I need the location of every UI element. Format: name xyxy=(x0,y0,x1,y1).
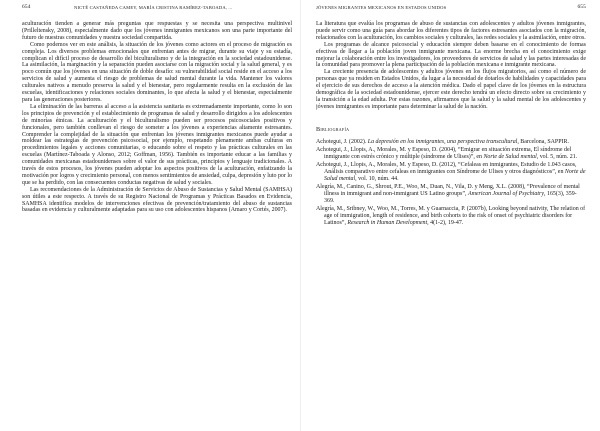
reference-list xyxy=(316,139,586,227)
page-number: 655 xyxy=(577,4,586,10)
paragraph: Los programas de alcance psicosocial y educación siempre deben basarse en el conocimiento de formas efectivas de llegar a la población joven inmigrante mexicana. La enorme brecha en el conocimiento exige mejorar la colaboración entre los investigadores, los proveedores de servicios de salud y las partes interesadas de la comunidad para promover la plena participación de la población mexicana e inmigrante mexicana. xyxy=(316,41,586,69)
paragraph: La eliminación de las barreras al acceso a la asistencia sanitaria es extremadamente importante, como lo son los principios de prevención y el establecimiento de programas de salud y desarrollo dirigidos a los adolescentes de minorías étnicas. La aculturación y el biculturalismo pueden ser procesos psicosociales positivos y funcionales, pero también conllevan el riesgo de someter a los jóvenes a experiencias altamente estresantes. Comprender la complejidad de la situación que enfrentan los jóvenes inmigrantes mexicanos puede ayudar a moldear las estrategias de prevención psicosocial, por ejemplo, respetando plenamente ambas culturas en procedimientos legales y acciones comunitarias, o educando sobre el respeto y las prácticas culturales en las escuelas (Martínez-Taboada y Alonso, 2012; Goffman, 1956). También es importante educar a las familias y comunidades mexicanas estadounidenses sobre el valor de sus prácticas, principios y lenguaje tradicionales. A través de estos procesos, los jóvenes pueden adoptar los aspectos positivos de la aculturación, enfatizando la motivación por logros y crecimiento personal, con menos sentimientos de ansiedad, culpa, depresión y luto por lo que se ha perdido, con las consecuentes conductas negativas de salud y sociales. xyxy=(22,103,292,186)
reference-text: , Barcelona, SAPPIR. xyxy=(517,138,569,145)
paragraph: Las recomendaciones de la Administración de Servicios de Abuso de Sustancias y Salud Mental (SAMHSA) son útiles a este respecto. A través de su Registro Nacional de Programas y Prácticas Basados en Evidencia, SAMHSA identifica modelos de intervenciones efectivas de prevención/tratamiento del abuso de sustancias basadas en evidencia y culturalmente adaptadas para su uso con adolescentes hispanos (Amaro y Cortés, 2007). xyxy=(22,186,292,214)
left-page xyxy=(22,0,292,431)
reference-entry xyxy=(316,206,586,227)
reference-text: , vol. 5, núm. 21. xyxy=(536,153,578,160)
reference-text: Achotegui, J., Llopis, A., Morales, M. y Espeso, D. (2012), “Cefaleas en inmigrantes, Estudio de 1.043 casos, Análisis comparativo entre cefaleas en inmigrantes con Síndrome de Ulises y otros diagnósticos”, en xyxy=(316,161,577,175)
right-page xyxy=(316,0,586,431)
reference-title: La depresión en los inmigrantes, una perspectiva transcultural xyxy=(367,138,518,145)
right-page-header xyxy=(316,4,586,16)
reference-text: , 4(1-2), 19-47. xyxy=(427,219,464,226)
reference-text: Alegría, M., Canino, G., Shrout, P.E., Woo, M., Duan, N., Vila, D. y Meng, X.L. (2008), “Prevalence of mental illness in immigrant and non-immigrant US Latino groups”, xyxy=(316,183,580,197)
paragraph: La creciente presencia de adolescentes y adultos jóvenes en los flujos migratorios, así como el número de personas que ya residen en Estados Unidos, da lugar a la necesidad de dotarlos de habilidades y capacidades para el ejercicio de sus derechos de acceso a la atención médica. Dado el papel clave de los jóvenes en la estructura demográfica de la sociedad estadounidense, ejercer este derecho tendrá un efecto directo sobre su crecimiento y la transición a la edad adulta. Por estas razones, afirmamos que la salud y la salud mental de los adolescentes y jóvenes inmigrantes es importante para determinar la salud de la nación. xyxy=(316,69,586,110)
paragraph: aculturación tienden a generar más preguntas que respuestas y se necesita una perspectiva multinivel (Prilleltensky, 2008), especialmente dado que los jóvenes inmigrantes mexicanos son una parte importante del futuro de nuestras comunidades y nuestra sociedad compartida. xyxy=(22,21,292,41)
reference-entry xyxy=(316,162,586,183)
reference-text: Alegría, M., Sribney, W., Woo, M., Torres, M. y Guarnaccia, P. (2007b), Looking beyond nativity, The relation of age of immigration, length of residence, and birth cohorts to the risk of onset of psychiatric disorders for Latinos”, xyxy=(316,205,586,226)
reference-text: Achotegui, J. (2002). xyxy=(316,138,368,145)
reference-entry xyxy=(316,147,586,161)
reference-text: Achotegui, J., Llopis, A., Morales, M. y Espeso, D. (2004), “Emigrar en situación extrema, El síndrome del inmigrante con estrés crónico y múltiple (síndrome de Ulises)”, en xyxy=(316,146,572,160)
left-page-header xyxy=(22,4,292,16)
page-number: 654 xyxy=(22,4,31,10)
page-gutter xyxy=(300,0,301,431)
running-head: JÓVENES MIGRANTES MEXICANOS EN ESTADOS UNIDOS xyxy=(316,4,447,10)
paragraph: La literatura que evalúa los programas de abuso de sustancias con adolescentes y adultos jóvenes inmigrantes, puede servir como una guía para abordar los diferentes tipos de factores estresantes asociados con la migración, relacionados con la aculturación, los cambios sociales y culturales, las redes sociales y la asimilación, entre otros. xyxy=(316,21,586,41)
bibliography-heading: Bibliografía xyxy=(316,125,350,133)
reference-text: , 165(3), 359-369. xyxy=(324,190,577,204)
paragraph: Como podemos ver en este análisis, la situación de los jóvenes como actores en el proceso de migración es compleja. Los diversos problemas emocionales que enfrentan antes de migrar, durante su viaje y su estadía, complican el difícil proceso de desarrollo del biculturalismo y de la integración en la sociedad estadounidense. La asimilación, la marginación y la separación pueden asociarse con la migración social y la salud general, y es poco común que los jóvenes en una situación de doble desafío: su vulnerabilidad social reside en el acceso a los servicios de salud y aumenta el riesgo de problemas de salud mental durante la vida. Mantener los valores culturales nativos a menudo preserva la salud y el bienestar, pero regularmente resulta en la exclusión de las escuelas, identificaciones y relaciones sociales dominantes, lo que afecta la salud y el bienestar, especialmente para las generaciones posteriores. xyxy=(22,41,292,103)
reference-text: , vol. 10, núm. 44. xyxy=(355,175,399,182)
reference-title: Norte de Salud mental xyxy=(483,153,537,160)
running-head: NICTÉ CASTAÑEDA CAMEY, MARÍA CRISTINA RAMÍREZ-TABOADA, ... xyxy=(74,4,233,10)
reference-title: Research in Human Development xyxy=(347,219,428,226)
reference-entry xyxy=(316,184,586,205)
reference-title: Norte de Salud mental xyxy=(324,168,586,182)
reference-entry xyxy=(316,139,586,146)
reference-title: American Journal of Psychiatry xyxy=(467,190,544,197)
